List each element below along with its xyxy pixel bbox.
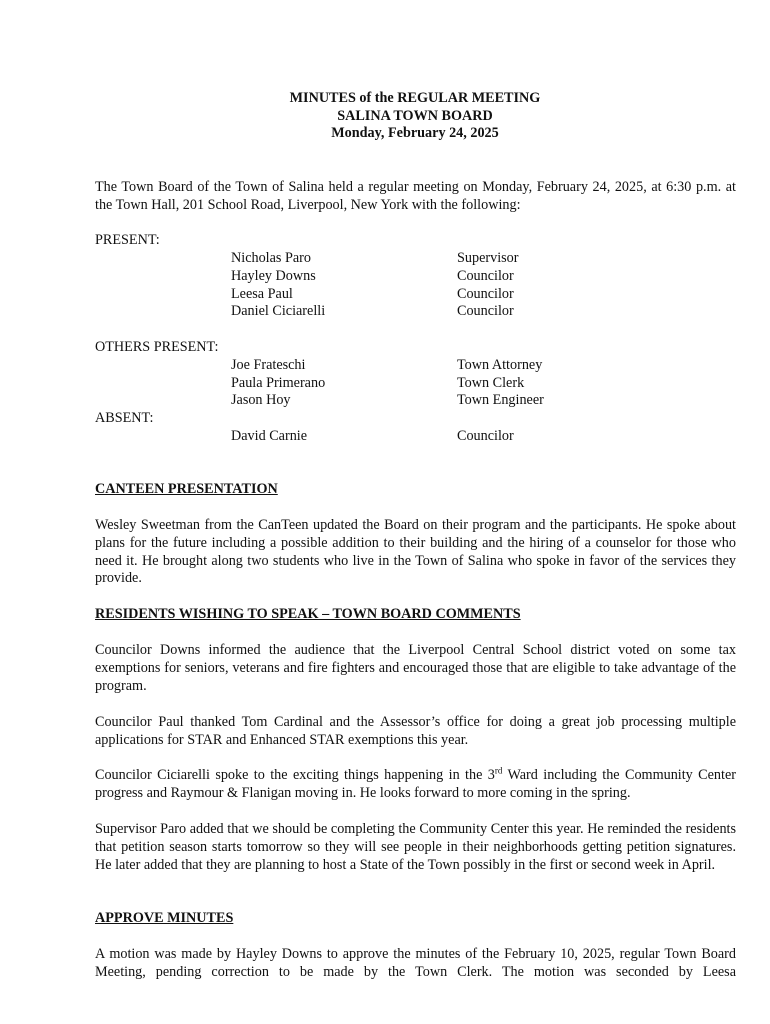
- attendee-role: Councilor: [457, 303, 514, 319]
- attendee-role: Councilor: [457, 286, 514, 302]
- absent-label: ABSENT:: [95, 410, 154, 426]
- section-heading-residents: RESIDENTS WISHING TO SPEAK – TOWN BOARD COMMENTS: [95, 606, 521, 622]
- attendee-role: Town Attorney: [457, 357, 543, 373]
- attendee-name: Joe Frateschi: [231, 357, 306, 373]
- ciciarelli-text-end: Ward including the Community Center progress and Raymour & Flanigan moving in. He looks forward to more coming in the spring.: [95, 767, 736, 801]
- attendee-name: Hayley Downs: [231, 268, 316, 284]
- attendee-role: Town Engineer: [457, 392, 544, 408]
- attendee-role: Town Clerk: [457, 375, 525, 391]
- header-title: MINUTES of the REGULAR MEETING: [289, 90, 541, 106]
- document-header: [0, 90, 770, 143]
- attendee-role: Councilor: [457, 268, 514, 284]
- attendee-role: Councilor: [457, 428, 514, 444]
- approve-minutes-paragraph: A motion was made by Hayley Downs to approve the minutes of the February 10, 2025, regular Town Board Meeting, pending correction to be made by the Town Clerk. The motion was seconded by Leesa: [95, 946, 736, 980]
- header-date: Monday, February 24, 2025: [331, 125, 499, 141]
- residents-paragraph-paro: Supervisor Paro added that we should be completing the Community Center this year. He reminded the residents that petition season starts tomorrow so they will see people in their neighborhoods getting petition signatures. He later added that they are planning to host a State of the Town possibly in the first or second week in April.: [95, 821, 736, 873]
- residents-paragraph-downs: Councilor Downs informed the audience that the Liverpool Central School district voted on some tax exemptions for seniors, veterans and fire fighters and encouraged those that are eligible to take advantage of the program.: [95, 642, 736, 694]
- attendee-name: Leesa Paul: [231, 286, 293, 302]
- ciciarelli-text-start: Councilor Ciciarelli spoke to the exciting things happening in the 3: [95, 767, 495, 783]
- canteen-paragraph: Wesley Sweetman from the CanTeen updated the Board on their program and the participants. He spoke about plans for the future including a possible addition to their building and the hiring of a counselor for those who need it. He brought along two students who live in the Town of Salina who spoke in favor of the services they provide.: [95, 517, 736, 587]
- attendee-name: Jason Hoy: [231, 392, 291, 408]
- attendee-name: Paula Primerano: [231, 375, 326, 391]
- present-label: PRESENT:: [95, 232, 160, 248]
- residents-paragraph-paul: Councilor Paul thanked Tom Cardinal and the Assessor’s office for doing a great job processing multiple applications for STAR and Enhanced STAR exemptions this year.: [95, 714, 736, 748]
- others-present-label: OTHERS PRESENT:: [95, 339, 219, 355]
- intro-paragraph: The Town Board of the Town of Salina held a regular meeting on Monday, February 24, 2025, at 6:30 p.m. at the Town Hall, 201 School Road, Liverpool, New York with the following:: [95, 179, 736, 213]
- attendee-name: David Carnie: [231, 428, 308, 444]
- attendee-role: Supervisor: [457, 250, 519, 266]
- attendee-name: Nicholas Paro: [231, 250, 311, 266]
- header-board: SALINA TOWN BOARD: [337, 107, 493, 124]
- section-heading-canteen: CANTEEN PRESENTATION: [95, 481, 278, 497]
- residents-paragraph-ciciarelli: [95, 767, 736, 803]
- attendee-name: Daniel Ciciarelli: [231, 303, 326, 319]
- section-heading-approve-minutes: APPROVE MINUTES: [95, 910, 234, 926]
- ordinal-superscript: rd: [494, 765, 503, 776]
